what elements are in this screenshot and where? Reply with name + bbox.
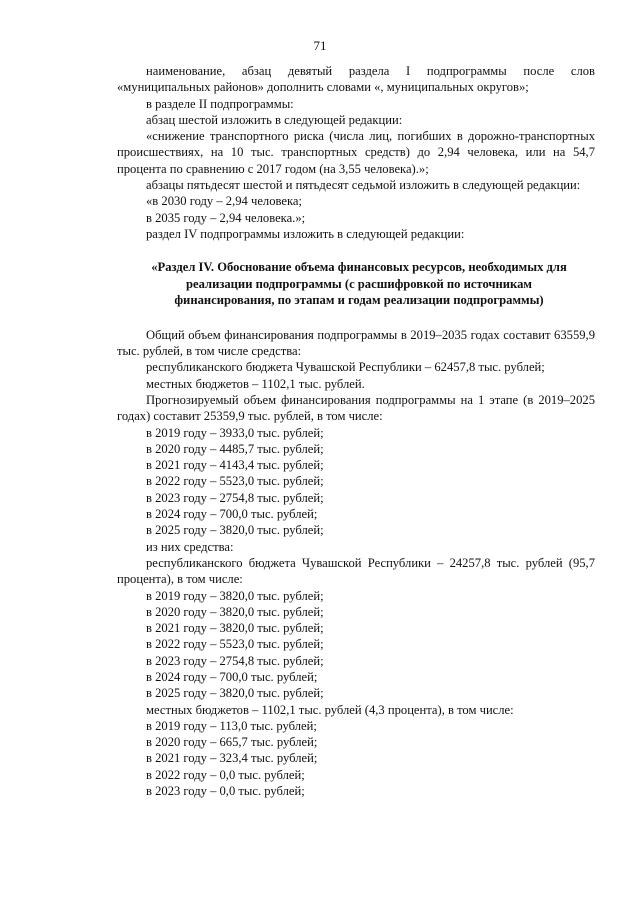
total-intro: Общий объем финансирования подпрограммы в 2019–2035 годах составит 63559,9 тыс. рублей, в том числе средства: <box>117 327 595 359</box>
paragraph: «снижение транспортного риска (числа лиц, погибших в дорожно-транспортных происшествиях, на 10 тыс. транспортных средств) до 2,94 человека, или на 54,7 процента по сравнению с 2017 годом (на 3,55 человека).»; <box>117 129 595 176</box>
list-item: в 2023 году – 2754,8 тыс. рублей; <box>146 490 324 505</box>
list-item: в 2022 году – 0,0 тыс. рублей; <box>146 767 305 782</box>
local-years-list <box>117 718 595 799</box>
list-item: в 2022 году – 5523,0 тыс. рублей; <box>146 474 324 489</box>
list-item: в 2020 году – 3820,0 тыс. рублей; <box>146 604 324 619</box>
paragraph: абзацы пятьдесят шестой и пятьдесят седьмой изложить в следующей редакции: <box>146 178 581 193</box>
list-item: в 2023 году – 2754,8 тыс. рублей; <box>146 653 324 668</box>
list-item: в 2025 году – 3820,0 тыс. рублей; <box>146 686 324 701</box>
list-item: в 2024 году – 700,0 тыс. рублей; <box>146 507 318 522</box>
paragraph: абзац шестой изложить в следующей редакции: <box>146 112 403 127</box>
of-them-label: из них средства: <box>146 539 234 554</box>
stage1-years-list <box>117 425 595 539</box>
local-intro: местных бюджетов – 1102,1 тыс. рублей (4,3 процента), в том числе: <box>146 702 514 717</box>
list-item: в 2025 году – 3820,0 тыс. рублей; <box>146 523 324 538</box>
list-item: в 2023 году – 0,0 тыс. рублей; <box>146 784 305 799</box>
list-item: в 2022 году – 5523,0 тыс. рублей; <box>146 637 324 652</box>
list-item: в 2021 году – 3820,0 тыс. рублей; <box>146 621 324 636</box>
paragraph: в разделе II подпрограммы: <box>146 96 294 111</box>
list-item: в 2024 году – 700,0 тыс. рублей; <box>146 670 318 684</box>
total-local: местных бюджетов – 1102,1 тыс. рублей. <box>146 376 365 391</box>
list-item: в 2021 году – 323,4 тыс. рублей; <box>146 751 318 766</box>
list-item: в 2019 году – 3933,0 тыс. рублей; <box>146 425 324 440</box>
paragraph: «в 2030 году – 2,94 человека; <box>146 194 302 209</box>
paragraph: в 2035 году – 2,94 человека.»; <box>146 210 306 225</box>
list-item: в 2020 году – 665,7 тыс. рублей; <box>146 735 318 750</box>
total-republic: республиканского бюджета Чувашской Республики – 62457,8 тыс. рублей; <box>146 360 545 375</box>
section-heading: «Раздел IV. Обоснование объема финансовых ресурсов, необходимых для реализации подпрограммы (с расшифровкой по источникам финансирования, по этапам и годам реализации подпрограммы) <box>151 260 567 308</box>
document-body <box>117 63 595 799</box>
list-item: в 2021 году – 4143,4 тыс. рублей; <box>146 458 324 473</box>
paragraph: наименование, абзац девятый раздела I подпрограммы после слов «муниципальных районов» дополнить словами «, муниципальных округов»; <box>117 64 595 95</box>
list-item: в 2019 году – 3820,0 тыс. рублей; <box>146 588 324 603</box>
list-item: в 2020 году – 4485,7 тыс. рублей; <box>146 441 324 456</box>
paragraph: раздел IV подпрограммы изложить в следующей редакции: <box>146 226 465 241</box>
republic-years-list <box>117 588 595 702</box>
stage1-intro: Прогнозируемый объем финансирования подпрограммы на 1 этапе (в 2019–2025 годах) составит 25359,9 тыс. рублей, в том числе: <box>117 392 595 424</box>
page-number: 71 <box>313 38 327 53</box>
republic-intro: республиканского бюджета Чувашской Республики – 24257,8 тыс. рублей (95,7 процента), в том числе: <box>117 555 595 587</box>
list-item: в 2019 году – 113,0 тыс. рублей; <box>146 718 317 733</box>
